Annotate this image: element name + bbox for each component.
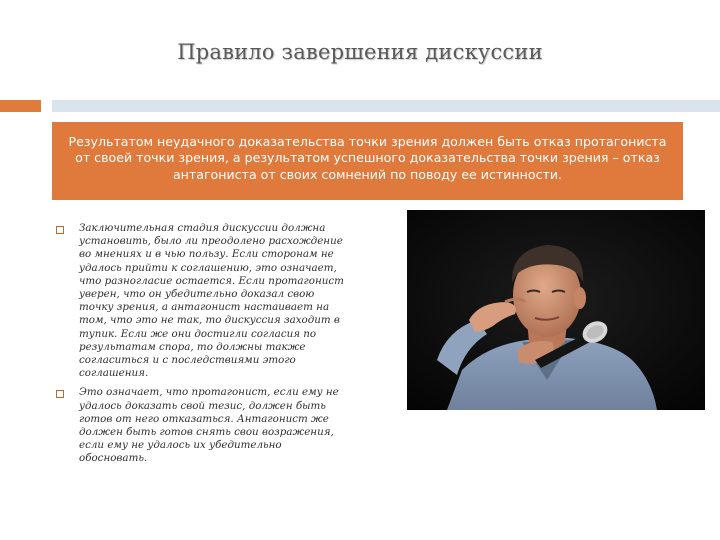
callout-box: Результатом неудачного доказательства точки зрения должен быть отказ протагониста от своей точки зрения, а результатом успешного доказательства точки зрения – отказ антагониста от своих сомнений по поводу ее истинности. bbox=[52, 122, 683, 200]
bullet-square-icon bbox=[56, 226, 64, 234]
bullet-list bbox=[52, 222, 352, 472]
bullet-text: Заключительная стадия дискуссии должна установить, было ли преодолено расхождение во мнениях и в чью пользу. Если сторонам не удалось прийти к соглашению, это означает, что разногласие остается. Если протагонист уверен, что он убедительно доказал свою точку зрения, а антагонист настаивает на том, что это не так, то дискуссия заходит в тупик. Если же они достигли согласия по результатам спора, то должны также согласиться и с последствиями этого соглашения. bbox=[79, 222, 344, 380]
bullet-item bbox=[52, 222, 352, 380]
title-underline-bar bbox=[52, 100, 720, 112]
slide-title: Правило завершения дискуссии bbox=[177, 40, 543, 64]
bullet-text: Это означает, что протагонист, если ему не удалось доказать свой тезис, должен быть готов от него отказаться. Антагонист же должен быть готов снять свои возражения, если ему не удалось их убедительно обосновать. bbox=[79, 386, 339, 465]
bullet-square-icon bbox=[56, 390, 64, 398]
bullet-item bbox=[52, 386, 352, 465]
title-underline-accent bbox=[0, 100, 41, 112]
speaker-photo bbox=[407, 210, 705, 410]
